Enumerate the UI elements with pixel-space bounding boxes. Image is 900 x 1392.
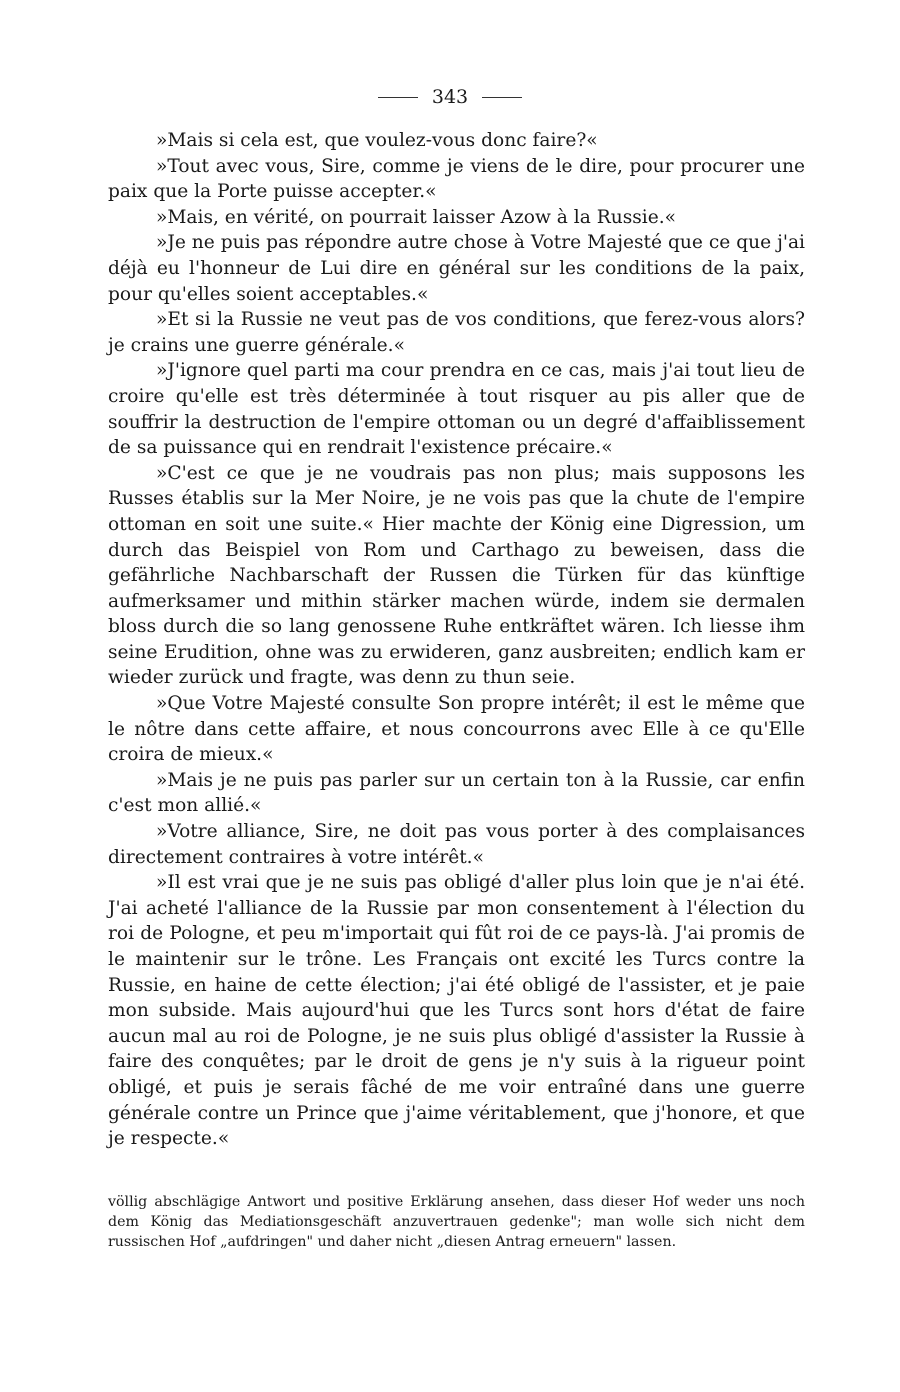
header-dash-right [482,97,522,98]
paragraph: »Je ne puis pas répondre autre chose à Votre Majesté que ce que j'ai déjà eu l'honneur de Lui dire en général sur les conditions de la paix, pour qu'elles soient acceptables.« [108,232,805,305]
header-dash-left [378,97,418,98]
paragraph: »Mais si cela est, que voulez-vous donc faire?« [156,130,598,151]
page-number: 343 [431,86,469,108]
main-text [108,128,805,1152]
paragraph: »J'ignore quel parti ma cour prendra en ce cas, mais j'ai tout lieu de croire qu'elle est très déterminée à tout risquer au pis aller que de souffrir la destruction de l'empire ottoman ou un degré d'affaiblissement de sa puissance qui en rendrait l'existence précaire.« [108,360,805,459]
paragraph: »Votre alliance, Sire, ne doit pas vous porter à des complaisances directement contraires à votre intérêt.« [108,821,805,868]
paragraph: »Mais, en vérité, on pourrait laisser Azow à la Russie.« [156,206,677,228]
paragraph: »Tout avec vous, Sire, comme je viens de le dire, pour procurer une paix que la Porte puisse accepter.« [108,155,805,203]
footnote-text: völlig abschlägige Antwort und positive Erklärung ansehen, dass dieser Hof weder uns noch dem König das Mediationsgeschäft anzuvertrauen gedenke"; man wolle sich nicht dem russischen Hof „aufdringen" und daher nicht „diesen Antrag erneuern" lassen. [108,1194,805,1250]
paragraph: »Il est vrai que je ne suis pas obligé d'aller plus loin que je n'ai été. J'ai acheté l'alliance de la Russie par mon consentement à l'élection du roi de Pologne, et peu m'importait qui fût roi de ce pays-là. J'ai promis de le maintenir sur le trône. Les Français ont excité les Turcs contre la Russie, en haine de cette élection; j'ai été obligé de l'assister, et je paie mon subside. Mais aujourd'hui que les Turcs sont hors d'état de faire aucun mal au roi de Pologne, je ne suis plus obligé d'assister la Russie à faire des conquêtes; par le droit de gens je n'y suis à la rigueur point obligé, et puis je serais fâché de me voir entraîné dans une guerre générale contre un Prince que j'aime véritablement, que j'honore, et que je respecte.« [108,872,805,1150]
paragraph: »C'est ce que je ne voudrais pas non plus; mais supposons les Russes établis sur la Mer Noire, je ne vois pas que la chute de l'empire ottoman en soit une suite.« Hier machte der König eine Digression, um durch das Beispiel von Rom und Carthago zu beweisen, dass die gefährliche Nachbarschaft der Russen die Türken für das künftige aufmerksamer und mithin stärker machen würde, indem sie dermalen bloss durch die so lang genossene Ruhe entkräftet wären. Ich liesse ihm seine Erudition, ohne was zu erwideren, ganz ausbreiten; endlich kam er wieder zurück und fragte, was denn zu thun seie. [108,462,805,689]
footnote [108,1192,805,1252]
paragraph: »Que Votre Majesté consulte Son propre intérêt; il est le même que le nôtre dans cette affaire, et nous concourrons avec Elle à ce qu'Elle croira de mieux.« [108,693,805,766]
paragraph: »Mais je ne puis pas parler sur un certain ton à la Russie, car enfin c'est mon allié.« [108,769,805,817]
page-header [0,86,900,108]
paragraph: »Et si la Russie ne veut pas de vos conditions, que ferez-vous alors? je crains une guerre générale.« [108,309,805,356]
